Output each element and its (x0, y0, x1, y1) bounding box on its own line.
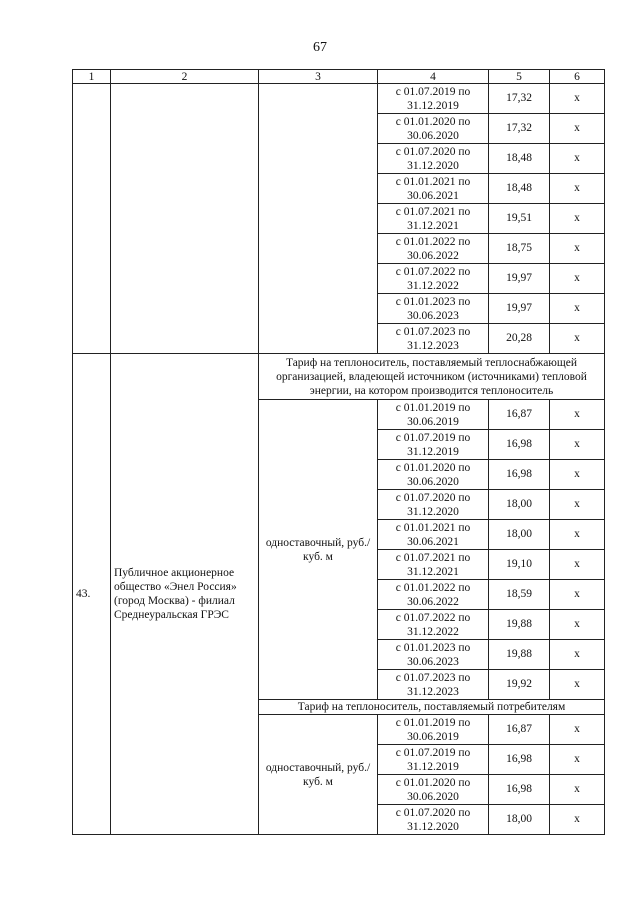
tariff-value: 18,00 (489, 490, 550, 520)
tariff-table (72, 69, 605, 835)
tariff-value: 18,00 (489, 805, 550, 835)
col6-mark: х (550, 520, 605, 550)
column-header: 6 (550, 70, 605, 84)
column-header: 2 (111, 70, 259, 84)
organization-name: Публичное акционерное общество «Энел Россия» (город Москва) - филиал Среднеуральская ГРЭС (111, 354, 259, 835)
period-cell: с 01.01.2020 по 30.06.2020 (378, 114, 489, 144)
table-row (73, 354, 605, 400)
tariff-value: 17,32 (489, 84, 550, 114)
col6-mark: х (550, 400, 605, 430)
period-cell: с 01.07.2023 по 31.12.2023 (378, 670, 489, 700)
col6-mark: х (550, 114, 605, 144)
col6-mark: х (550, 610, 605, 640)
col6-mark: х (550, 174, 605, 204)
tariff-value: 18,48 (489, 174, 550, 204)
tariff-value: 16,87 (489, 400, 550, 430)
tariff-value: 19,92 (489, 670, 550, 700)
tariff-value: 18,48 (489, 144, 550, 174)
col6-mark: х (550, 745, 605, 775)
tariff-value: 18,59 (489, 580, 550, 610)
period-cell: с 01.07.2020 по 31.12.2020 (378, 490, 489, 520)
tariff-value: 18,75 (489, 234, 550, 264)
tariff-value: 16,98 (489, 745, 550, 775)
tariff-value: 19,51 (489, 204, 550, 234)
tariff-title: Тариф на теплоноситель, поставляемый теплоснабжающей организацией, владеющей источником (источниками) тепловой энергии, на котором производится теплоноситель (259, 354, 605, 400)
column-header: 4 (378, 70, 489, 84)
tariff-value: 19,97 (489, 294, 550, 324)
period-cell: с 01.07.2023 по 31.12.2023 (378, 324, 489, 354)
period-cell: с 01.01.2020 по 30.06.2020 (378, 460, 489, 490)
col6-mark: х (550, 715, 605, 745)
col6-mark: х (550, 550, 605, 580)
col6-mark: х (550, 580, 605, 610)
col6-mark: х (550, 460, 605, 490)
period-cell: с 01.01.2019 по 30.06.2019 (378, 400, 489, 430)
col6-mark: х (550, 234, 605, 264)
col6-mark: х (550, 294, 605, 324)
period-cell: с 01.07.2019 по 31.12.2019 (378, 745, 489, 775)
period-cell: с 01.01.2019 по 30.06.2019 (378, 715, 489, 745)
period-cell: с 01.01.2023 по 30.06.2023 (378, 294, 489, 324)
period-cell: с 01.07.2019 по 31.12.2019 (378, 84, 489, 114)
item-number-cell (73, 84, 111, 354)
period-cell: с 01.01.2022 по 30.06.2022 (378, 234, 489, 264)
tariff-value: 19,88 (489, 610, 550, 640)
column-header: 1 (73, 70, 111, 84)
tariff-unit: одноставочный, руб./куб. м (259, 715, 378, 835)
col6-mark: х (550, 640, 605, 670)
col6-mark: х (550, 144, 605, 174)
tariff-value: 16,98 (489, 775, 550, 805)
unit-cell (259, 84, 378, 354)
tariff-unit: одноставочный, руб./куб. м (259, 400, 378, 700)
column-header-row (73, 70, 605, 84)
column-header: 5 (489, 70, 550, 84)
period-cell: с 01.07.2021 по 31.12.2021 (378, 204, 489, 234)
col6-mark: х (550, 324, 605, 354)
col6-mark: х (550, 670, 605, 700)
period-cell: с 01.07.2022 по 31.12.2022 (378, 264, 489, 294)
period-cell: с 01.07.2020 по 31.12.2020 (378, 805, 489, 835)
period-cell: с 01.01.2020 по 30.06.2020 (378, 775, 489, 805)
col6-mark: х (550, 430, 605, 460)
tariff-value: 16,87 (489, 715, 550, 745)
col6-mark: х (550, 84, 605, 114)
page-number: 67 (313, 40, 327, 55)
organization-cell (111, 84, 259, 354)
period-cell: с 01.07.2021 по 31.12.2021 (378, 550, 489, 580)
tariff-value: 16,98 (489, 460, 550, 490)
period-cell: с 01.01.2021 по 30.06.2021 (378, 520, 489, 550)
col6-mark: х (550, 204, 605, 234)
period-cell: с 01.07.2020 по 31.12.2020 (378, 144, 489, 174)
period-cell: с 01.01.2021 по 30.06.2021 (378, 174, 489, 204)
tariff-value: 19,88 (489, 640, 550, 670)
col6-mark: х (550, 264, 605, 294)
tariff-value: 19,97 (489, 264, 550, 294)
tariff-value: 18,00 (489, 520, 550, 550)
table-row (73, 84, 605, 114)
tariff-value: 19,10 (489, 550, 550, 580)
col6-mark: х (550, 805, 605, 835)
tariff-value: 20,28 (489, 324, 550, 354)
column-header: 3 (259, 70, 378, 84)
period-cell: с 01.01.2022 по 30.06.2022 (378, 580, 489, 610)
tariff-value: 16,98 (489, 430, 550, 460)
tariff-value: 17,32 (489, 114, 550, 144)
item-number: 43. (73, 354, 111, 835)
col6-mark: х (550, 490, 605, 520)
period-cell: с 01.07.2022 по 31.12.2022 (378, 610, 489, 640)
col6-mark: х (550, 775, 605, 805)
period-cell: с 01.07.2019 по 31.12.2019 (378, 430, 489, 460)
period-cell: с 01.01.2023 по 30.06.2023 (378, 640, 489, 670)
tariff-title: Тариф на теплоноситель, поставляемый потребителям (259, 700, 605, 715)
